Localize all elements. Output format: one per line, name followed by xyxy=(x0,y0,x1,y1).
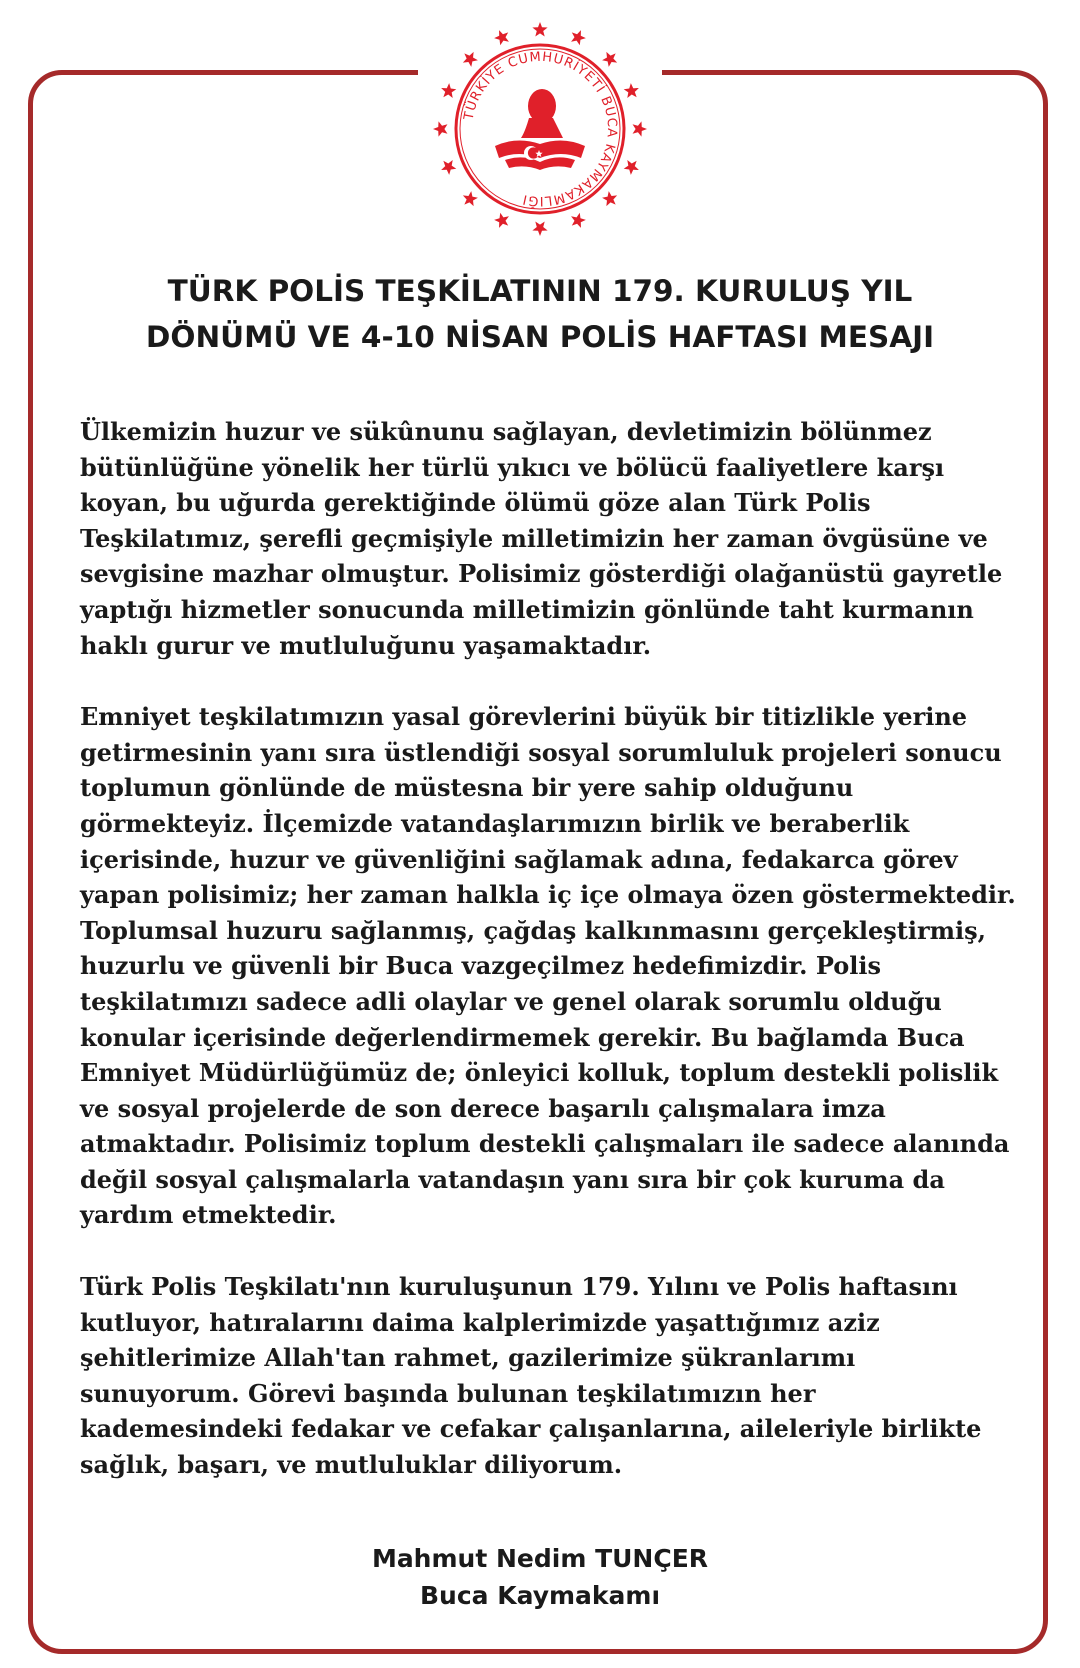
paragraph-1 xyxy=(80,414,1040,663)
body-line: sevgisine mazhar olmuştur. Polisimiz gösterdiği olağanüstü gayretle xyxy=(80,559,1003,589)
body-line: Teşkilatımız, şerefli geçmişiyle milletimizin her zaman övgüsüne ve xyxy=(80,523,988,553)
body-line: koyan, bu uğurda gerektiğinde ölümü göze alan Türk Polis xyxy=(80,488,871,518)
body-line: Ülkemizin huzur ve sükûnunu sağlayan, devletimizin bölünmez xyxy=(80,417,932,446)
body-line: huzurlu ve güvenli bir Buca vazgeçilmez hedefimizdir. Polis xyxy=(80,951,881,981)
body-line: haklı gurur ve mutluluğunu yaşamaktadır. xyxy=(80,630,652,660)
body-line: Türk Polis Teşkilatı'nın kuruluşunun 179. Yılını ve Polis haftasını xyxy=(80,1272,958,1302)
body-line: şehitlerimize Allah'tan rahmet, gazilerimize şükranlarımı xyxy=(80,1343,856,1373)
body-line: görmekteyiz. İlçemizde vatandaşlarımızın birlik ve beraberlik xyxy=(80,808,910,838)
body-line: bütünlüğüne yönelik her türlü yıkıcı ve bölücü faaliyetlere karşı xyxy=(80,452,945,482)
paragraph-3 xyxy=(80,1269,1040,1483)
body-line: Toplumsal huzuru sağlanmış, çağdaş kalkınmasını gerçekleştirmiş, xyxy=(80,915,986,945)
body-line: sağlık, başarı, ve mutluluklar diliyorum. xyxy=(80,1450,623,1480)
body-line: toplumun gönlünde de müstesna bir yere sahip olduğunu xyxy=(80,773,854,803)
title-line-1: TÜRK POLİS TEŞKİLATININ 179. KURULUŞ YIL xyxy=(167,274,913,308)
signatory-name: Mahmut Nedim TUNÇER xyxy=(371,1544,709,1573)
body-line: sunuyorum. Görevi başında bulunan teşkilatımızın her xyxy=(80,1378,816,1408)
kaymakamlik-seal xyxy=(425,14,655,244)
body-line: getirmesinin yanı sıra üstlendiği sosyal sorumluluk projeleri sonucu xyxy=(80,737,1002,767)
body-line: yapan polisimiz; her zaman halkla iç içe olmaya özen göstermektedir. xyxy=(80,880,1016,910)
body-line: ve sosyal projelerde de son derece başarılı çalışmalara imza xyxy=(80,1093,886,1123)
message-body xyxy=(80,414,1040,1519)
body-line: değil sosyal çalışmalarla vatandaşın yanı sıra bir çok kuruma da xyxy=(80,1164,945,1194)
body-line: yardım etmektedir. xyxy=(80,1200,337,1230)
title-line-2: DÖNÜMÜ VE 4-10 NİSAN POLİS HAFTASI MESAJI xyxy=(145,320,935,354)
body-line: kutluyor, hatıralarını daima kalplerimizde yaşattığımız aziz xyxy=(80,1307,880,1337)
message-title xyxy=(60,268,1020,360)
body-line: konular içerisinde değerlendirmemek gerekir. Bu bağlamda Buca xyxy=(80,1022,965,1052)
paragraph-2 xyxy=(80,699,1040,1233)
body-line: Emniyet Müdürlüğümüz de; önleyici kolluk, toplum destekli polislik xyxy=(80,1058,999,1088)
seal-ring-text: TÜRKİYE CUMHURİYETİ BUCA KAYMAKAMLIĞI xyxy=(461,49,620,209)
body-line: yaptığı hizmetler sonucunda milletimizin gönlünde taht kurmanın xyxy=(80,594,974,624)
body-line: kademesindeki fedakar ve cefakar çalışanlarına, aileleriyle birlikte xyxy=(80,1414,982,1444)
signature-block xyxy=(60,1540,1020,1614)
body-line: Emniyet teşkilatımızın yasal görevlerini büyük bir titizlikle yerine xyxy=(80,702,968,732)
body-line: atmaktadır. Polisimiz toplum destekli çalışmaları ile sadece alanında xyxy=(80,1129,1010,1159)
body-line: teşkilatımızı sadece adli olaylar ve genel olarak sorumlu olduğu xyxy=(80,986,942,1016)
signatory-role: Buca Kaymakamı xyxy=(419,1581,661,1610)
body-line: içerisinde, huzur ve güvenliğini sağlamak adına, fedakarca görev xyxy=(80,844,958,874)
